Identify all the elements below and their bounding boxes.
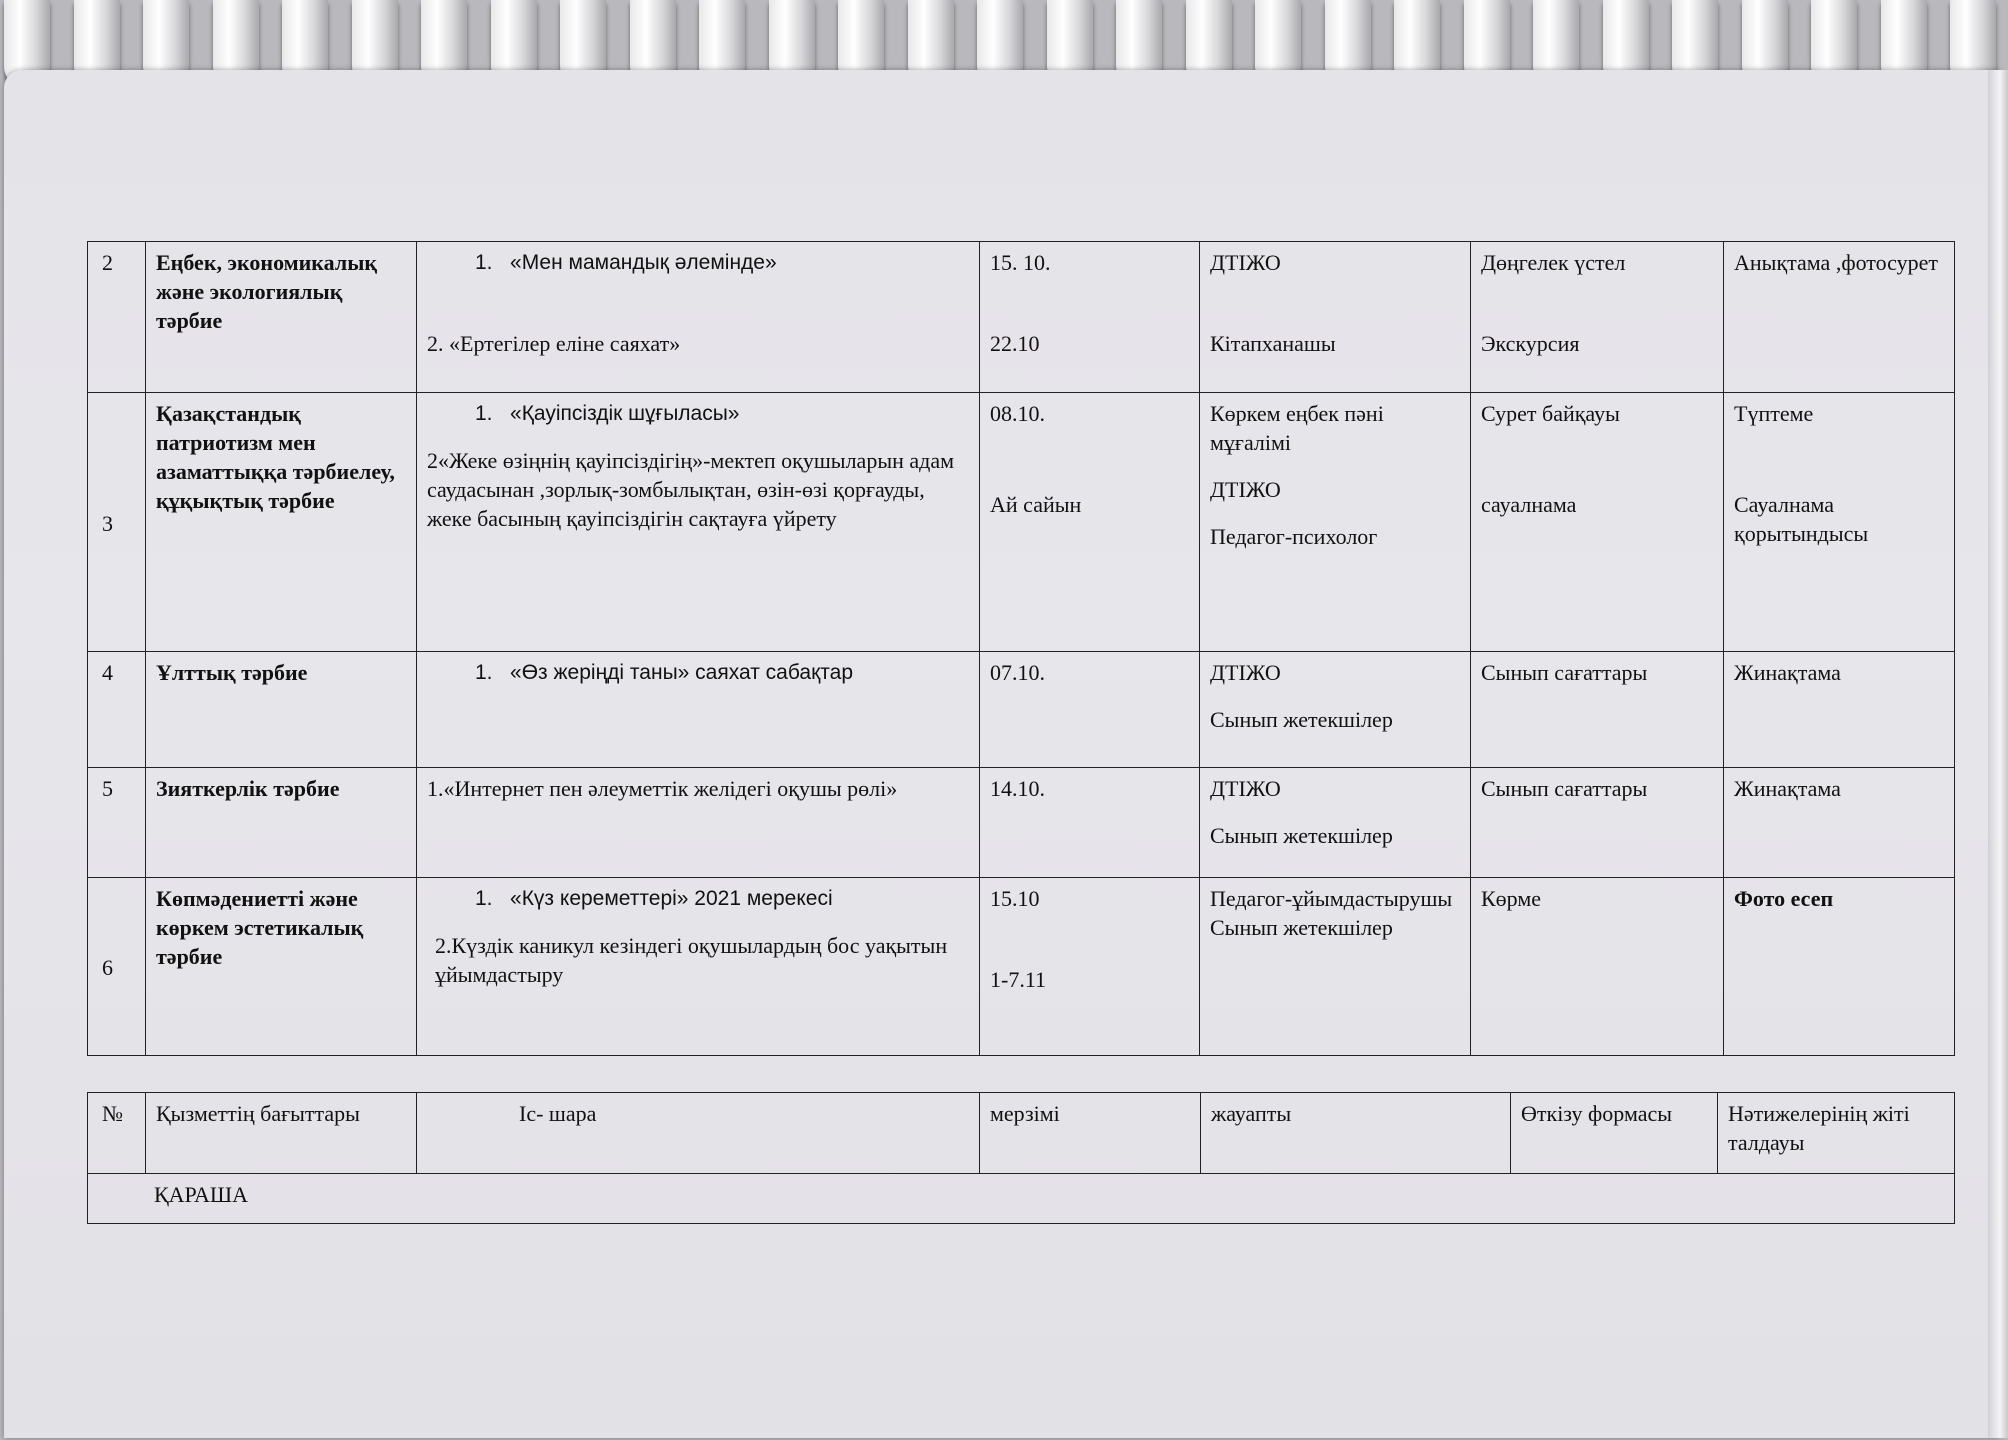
table-row bbox=[88, 768, 1955, 878]
form-cell: Сынып сағаттары bbox=[1471, 652, 1724, 768]
table-row bbox=[88, 652, 1955, 768]
row-number: 4 bbox=[88, 652, 146, 768]
responsible-cell: Педагог-ұйымдастырушы Сынып жетекшілер bbox=[1200, 878, 1471, 1056]
direction-cell: Қазақстандық патриотизм мен азаматтыққа тәрбиелеу, құқықтық тәрбие bbox=[146, 393, 417, 652]
column-header-number: № bbox=[88, 1093, 146, 1174]
event-cell: 1. «Күз кереметтері» 2021 мерекесі 2.Күздік каникул кезіндегі оқушылардың бос уақытын ұйымдастыру bbox=[417, 878, 980, 1056]
month-row bbox=[88, 1174, 1955, 1224]
date-cell: 08.10. Ай сайын bbox=[980, 393, 1200, 652]
plan-table-november-header bbox=[87, 1092, 1955, 1224]
responsible-cell: ДТІЖО Кітапханашы bbox=[1200, 242, 1471, 393]
row-number: 2 bbox=[88, 242, 146, 393]
column-header-direction: Қызметтің бағыттары bbox=[146, 1093, 417, 1174]
row-number: 3 bbox=[88, 393, 146, 652]
table-row bbox=[88, 242, 1955, 393]
column-header-event: Іс- шара bbox=[417, 1093, 980, 1174]
direction-cell: Көпмәдениетті және көркем эстетикалық тәрбие bbox=[146, 878, 417, 1056]
row-number: 6 bbox=[88, 878, 146, 1056]
table-header-row bbox=[88, 1093, 1955, 1174]
table-row bbox=[88, 393, 1955, 652]
month-label: ҚАРАША bbox=[88, 1174, 1955, 1224]
date-cell: 15. 10. 22.10 bbox=[980, 242, 1200, 393]
direction-cell: Ұлттық тәрбие bbox=[146, 652, 417, 768]
event-cell: 1.«Интернет пен әлеуметтік желідегі оқушы рөлі» bbox=[417, 768, 980, 878]
analysis-cell: Жинақтама bbox=[1724, 652, 1955, 768]
analysis-cell: Түптеме Сауалнама қорытындысы bbox=[1724, 393, 1955, 652]
column-header-date: мерзімі bbox=[980, 1093, 1201, 1174]
form-cell: Сурет байқауы сауалнама bbox=[1471, 393, 1724, 652]
date-cell: 14.10. bbox=[980, 768, 1200, 878]
responsible-cell: ДТІЖО Сынып жетекшілер bbox=[1200, 652, 1471, 768]
date-cell: 15.10 1-7.11 bbox=[980, 878, 1200, 1056]
event-cell: 1. «Өз жеріңді таны» саяхат сабақтар bbox=[417, 652, 980, 768]
analysis-cell: Фото есеп bbox=[1724, 878, 1955, 1056]
form-cell: Сынып сағаттары bbox=[1471, 768, 1724, 878]
direction-cell: Зияткерлік тәрбие bbox=[146, 768, 417, 878]
page-stack-edge bbox=[1988, 70, 2008, 1438]
form-cell: Дөңгелек үстел Экскурсия bbox=[1471, 242, 1724, 393]
column-header-analysis: Нәтижелерінің жіті талдауы bbox=[1718, 1093, 1955, 1174]
responsible-cell: Көркем еңбек пәні мұғалімі ДТІЖО Педагог-психолог bbox=[1200, 393, 1471, 652]
form-cell: Көрме bbox=[1471, 878, 1724, 1056]
row-number: 5 bbox=[88, 768, 146, 878]
analysis-cell: Анықтама ,фотосурет bbox=[1724, 242, 1955, 393]
date-cell: 07.10. bbox=[980, 652, 1200, 768]
event-cell: 1. «Қауіпсіздік шұғыласы» 2«Жеке өзіңнің қауіпсіздігің»-мектеп оқушыларын адам саудасынан ,зорлық-зомбылықтан, өзін-өзі қорғауды, жеке басының қауіпсіздігін сақтауға үйрету bbox=[417, 393, 980, 652]
plan-table-october bbox=[87, 241, 1955, 1056]
column-header-form: Өткізу формасы bbox=[1511, 1093, 1718, 1174]
responsible-cell: ДТІЖО Сынып жетекшілер bbox=[1200, 768, 1471, 878]
column-header-responsible: жауапты bbox=[1201, 1093, 1511, 1174]
direction-cell: Еңбек, экономикалық және экологиялық тәрбие bbox=[146, 242, 417, 393]
event-cell: 1. «Мен мамандық әлемінде» 2. «Ертегілер еліне саяхат» bbox=[417, 242, 980, 393]
table-row bbox=[88, 878, 1955, 1056]
analysis-cell: Жинақтама bbox=[1724, 768, 1955, 878]
